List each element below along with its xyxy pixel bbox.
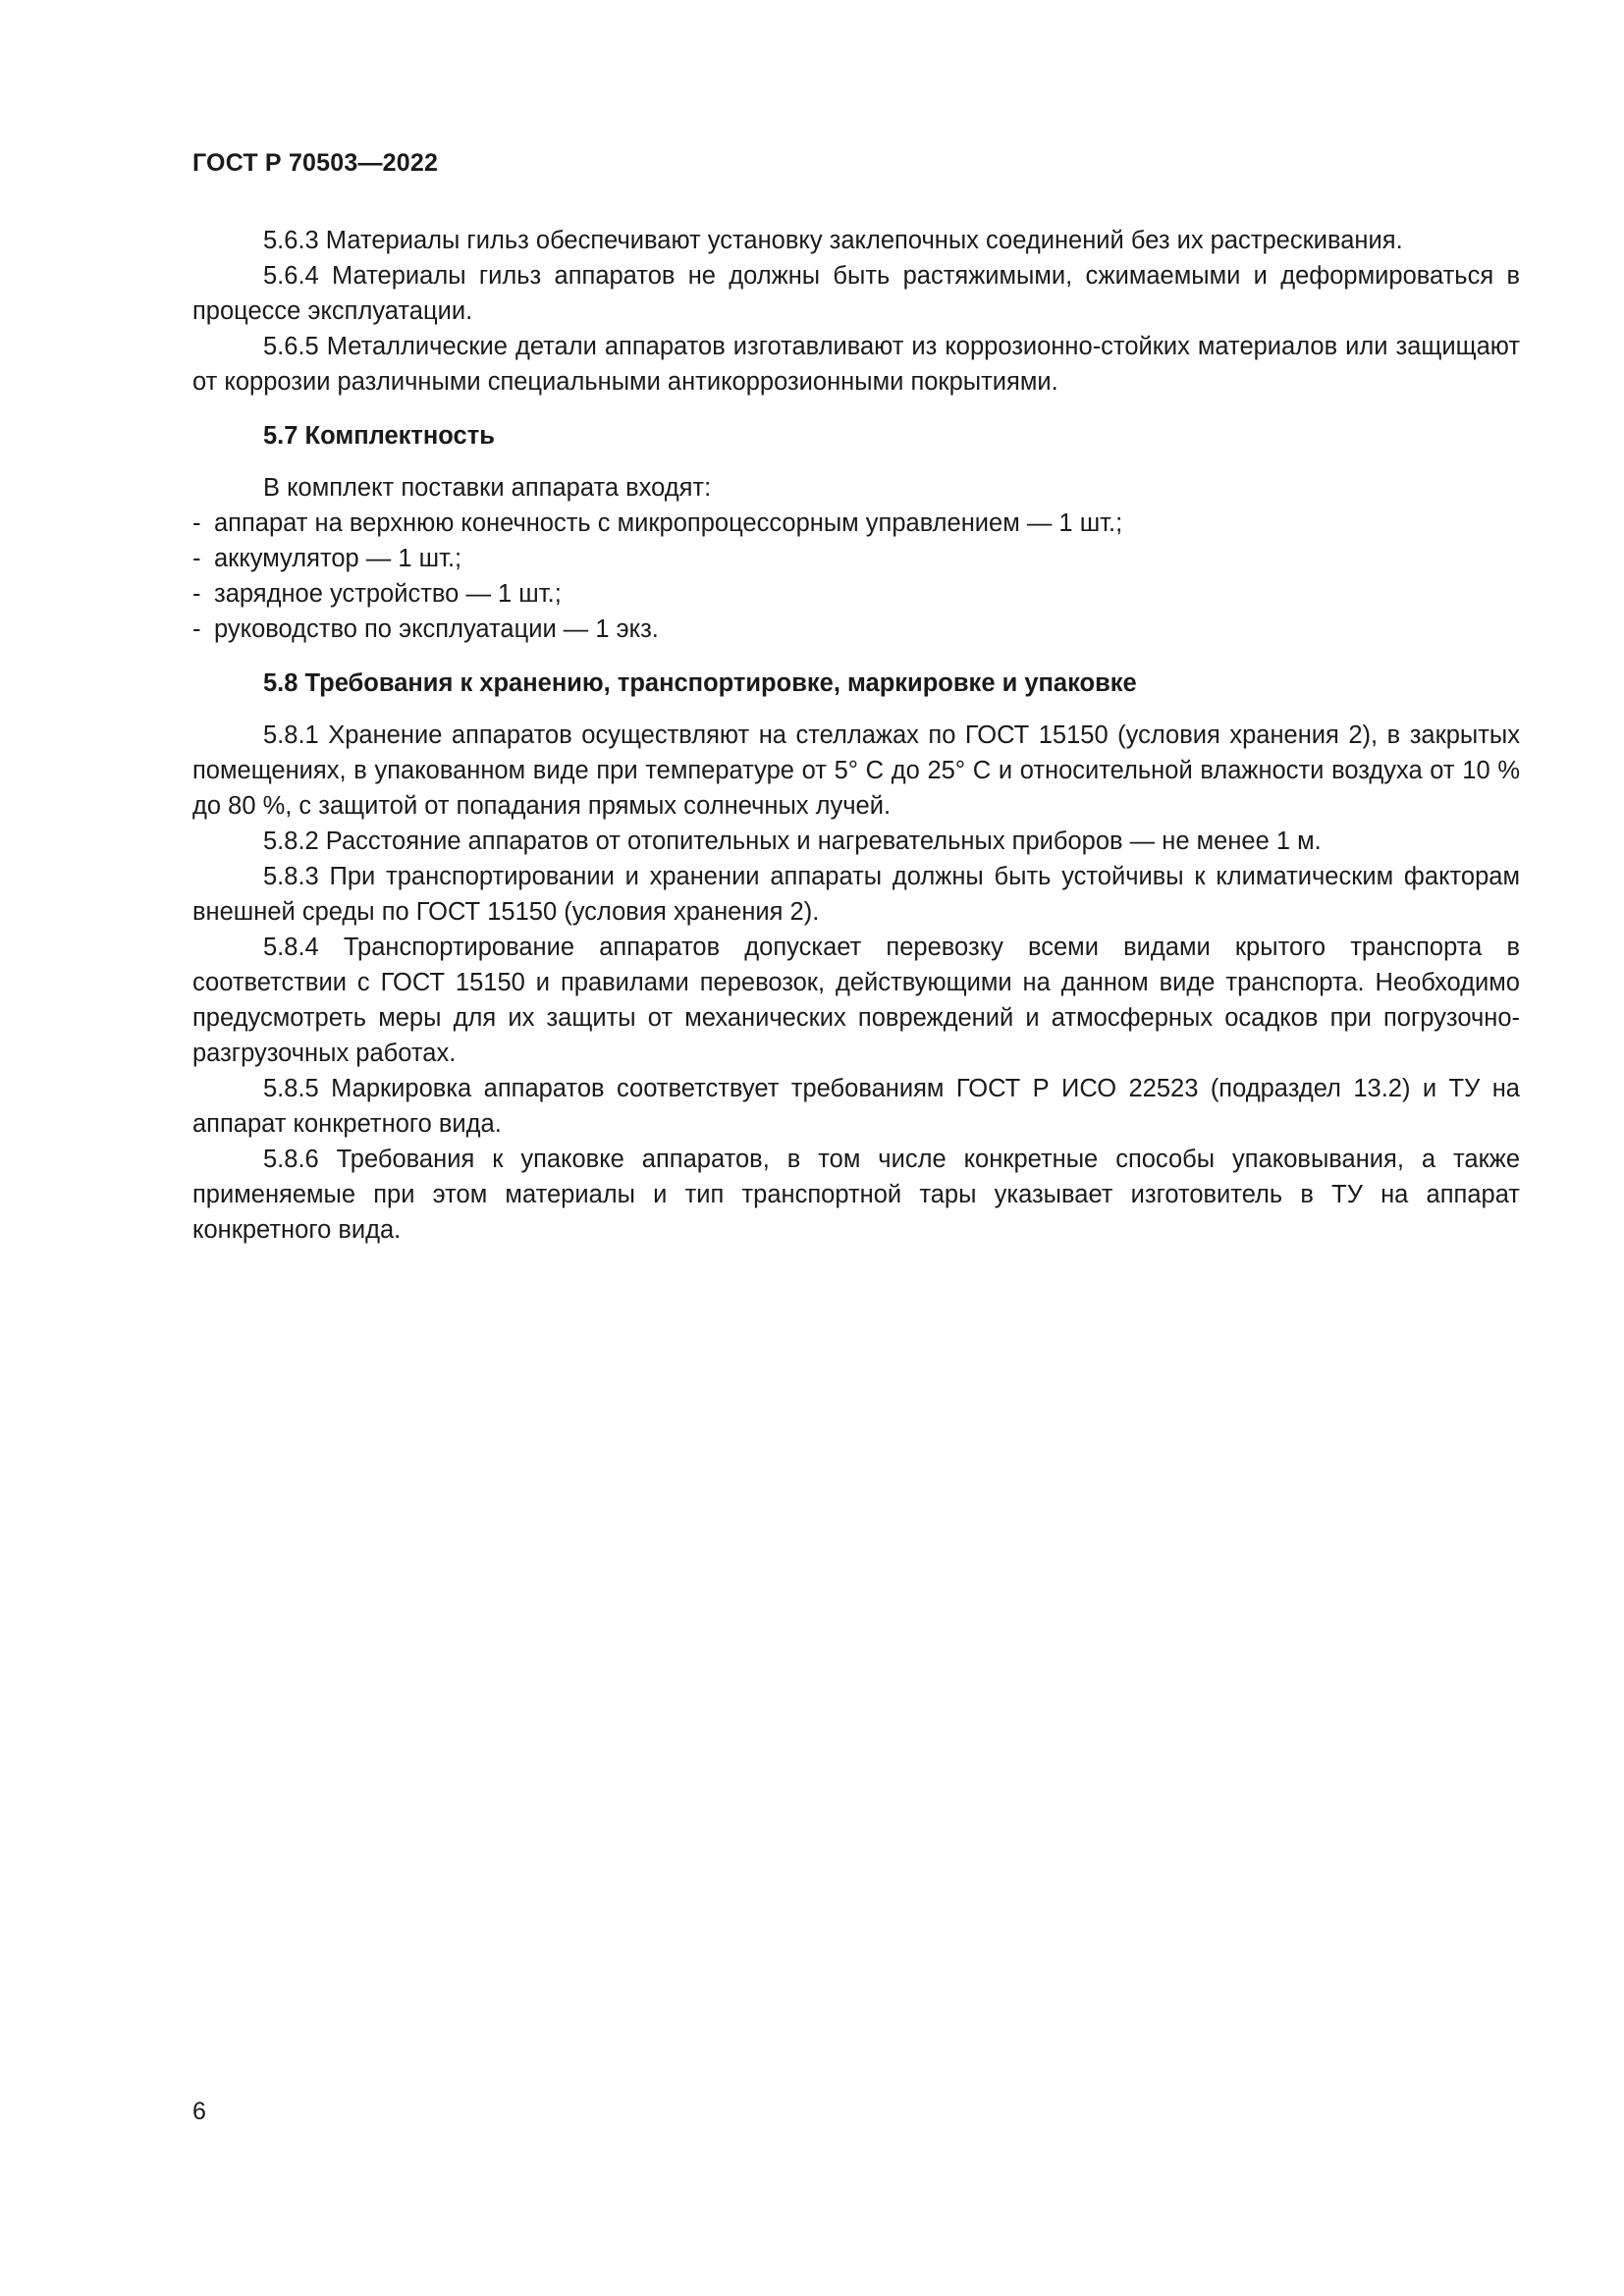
list-dash: -	[192, 545, 201, 572]
clause-5-6-4: 5.6.4 Материалы гильз аппаратов не должны быть растяжимыми, сжимаемыми и деформироваться в процессе эксплуатации.	[192, 262, 1520, 325]
list-dash: -	[192, 615, 201, 643]
clause-5-6-3: 5.6.3 Материалы гильз обеспечивают установку заклепочных соединений без их растрескивания.	[263, 227, 1403, 254]
list-item	[192, 612, 1520, 647]
clause-5-8-4: 5.8.4 Транспортирование аппаратов допускает перевозку всеми видами крытого транспорта в соответствии с ГОСТ 15150 и правилами перевозок, действующими на данном виде транспорта. Необходимо предусмотреть меры для их защиты от механических повреждений и атмосферных осадков при погрузочно-разгрузочных работах.	[192, 934, 1520, 1067]
list-item	[192, 576, 1520, 612]
list-dash: -	[192, 580, 201, 608]
delivery-set-intro: В комплект поставки аппарата входят:	[263, 474, 712, 502]
list-dash: -	[192, 509, 201, 537]
list-item	[192, 541, 1520, 576]
list-item	[192, 506, 1520, 541]
delivery-set-list	[192, 506, 1520, 647]
list-item-text: зарядное устройство — 1 шт.;	[214, 580, 562, 608]
clause-5-8-5: 5.8.5 Маркировка аппаратов соответствует требованиям ГОСТ Р ИСО 22523 (подраздел 13.2) и ТУ на аппарат конкретного вида.	[192, 1075, 1520, 1138]
list-item-text: руководство по эксплуатации — 1 экз.	[214, 615, 659, 643]
page-number: 6	[192, 2098, 206, 2125]
clause-5-6-5: 5.6.5 Металлические детали аппаратов изготавливают из коррозионно-стойких материалов или защищают от коррозии различными специальными антикоррозионными покрытиями.	[192, 333, 1520, 396]
clause-5-8-2: 5.8.2 Расстояние аппаратов от отопительных и нагревательных приборов — не менее 1 м.	[263, 828, 1322, 855]
document-body	[192, 223, 1520, 1248]
section-heading-5-7: 5.7 Комплектность	[263, 422, 495, 450]
document-header: ГОСТ Р 70503—2022	[192, 149, 439, 177]
list-item-text: аппарат на верхнюю конечность с микропроцессорным управлением — 1 шт.;	[214, 509, 1123, 537]
section-heading-5-8: 5.8 Требования к хранению, транспортировке, маркировке и упаковке	[263, 669, 1137, 697]
clause-5-8-1: 5.8.1 Хранение аппаратов осуществляют на стеллажах по ГОСТ 15150 (условия хранения 2), в закрытых помещениях, в упакованном виде при температуре от 5° С до 25° С и относительной влажности воздуха от 10 % до 80 %, с защитой от попадания прямых солнечных лучей.	[192, 721, 1520, 820]
list-item-text: аккумулятор — 1 шт.;	[214, 545, 462, 572]
clause-5-8-6: 5.8.6 Требования к упаковке аппаратов, в том числе конкретные способы упаковывания, а также применяемые при этом материалы и тип транспортной тары указывает изготовитель в ТУ на аппарат конкретного вида.	[192, 1146, 1520, 1244]
clause-5-8-3: 5.8.3 При транспортировании и хранении аппараты должны быть устойчивы к климатическим факторам внешней среды по ГОСТ 15150 (условия хранения 2).	[192, 863, 1520, 926]
